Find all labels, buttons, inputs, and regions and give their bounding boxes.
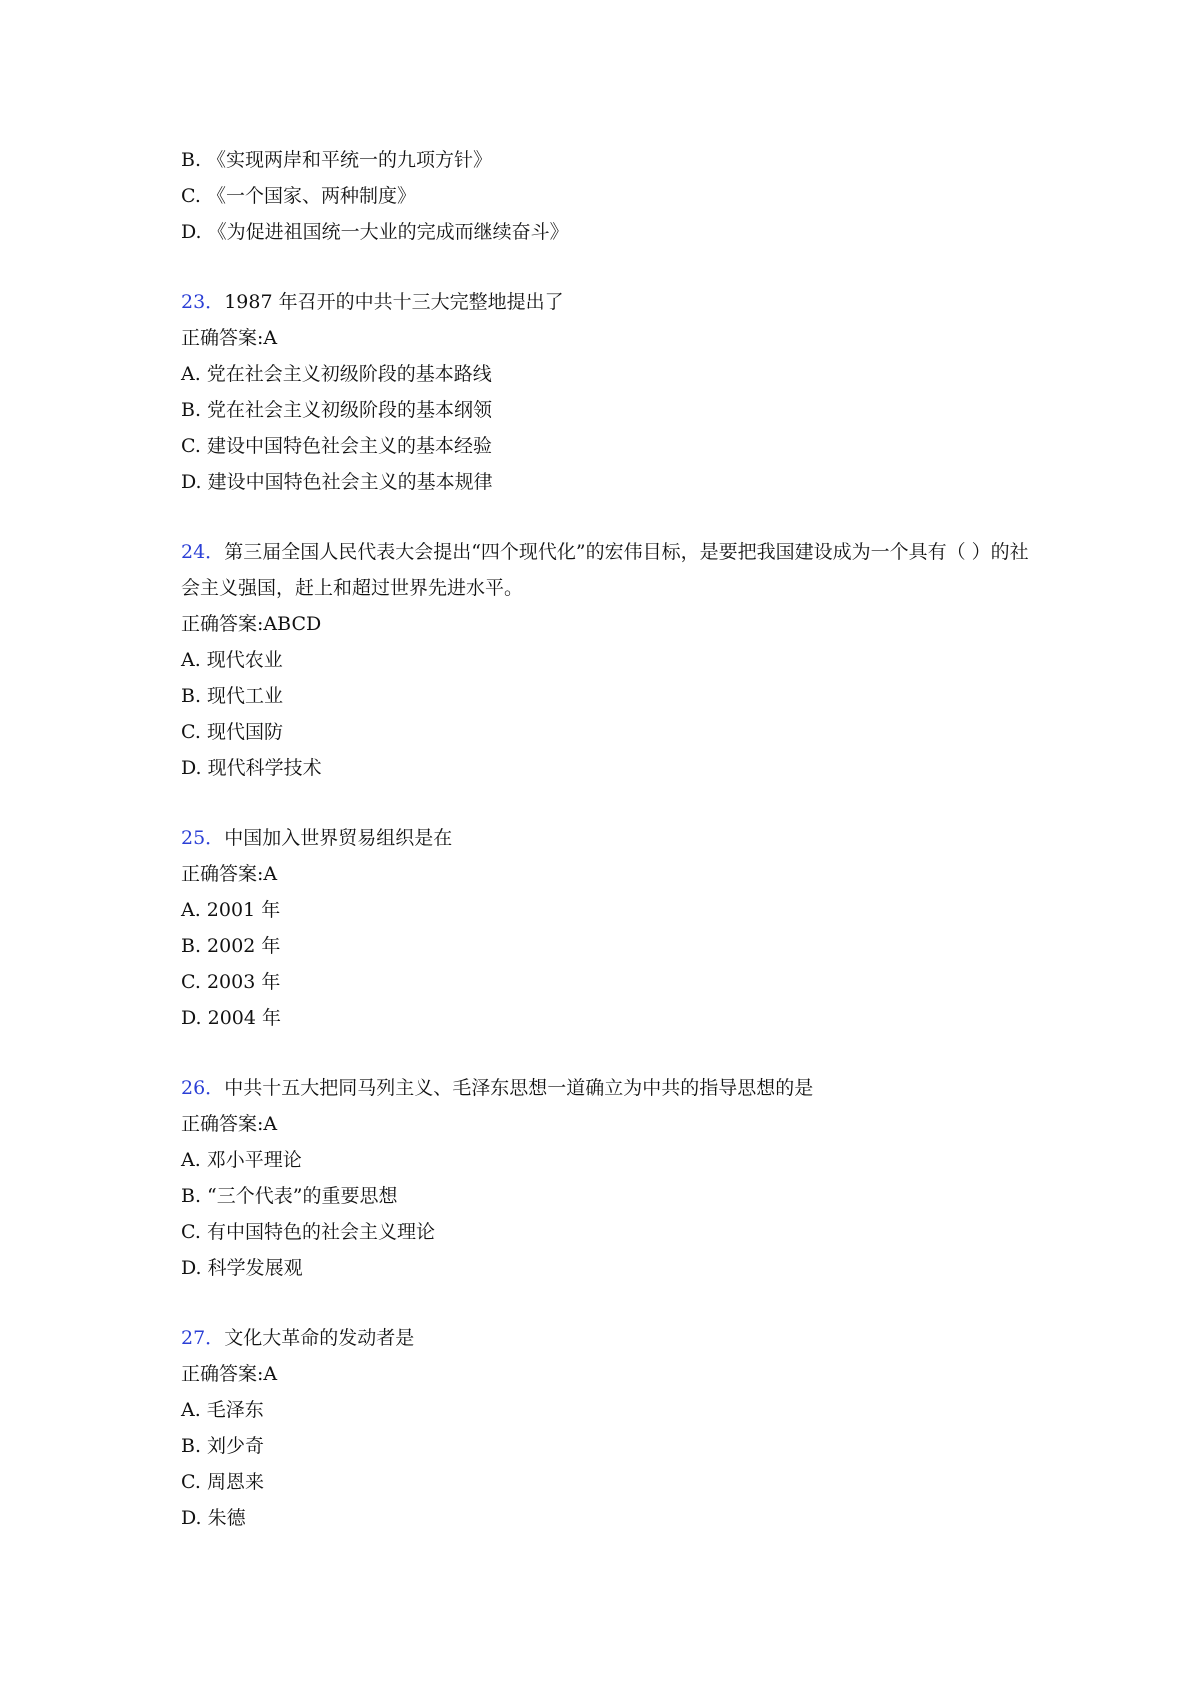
option-d: D. 科学发展观 xyxy=(181,1257,303,1279)
question-stem xyxy=(181,284,1041,320)
question-stem xyxy=(181,1070,1041,1106)
option-b: B. 《实现两岸和平统一的九项方针》 xyxy=(181,149,493,171)
option-c: C. 周恩来 xyxy=(181,1471,264,1493)
question-number: 25． xyxy=(181,827,225,849)
question-text: 第三届全国人民代表大会提出“四个现代化”的宏伟目标，是要把我国建设成为一个具有（ ）的社会主义强国，赶上和超过世界先进水平。 xyxy=(181,541,1029,599)
option-b: B. 党在社会主义初级阶段的基本纲领 xyxy=(181,399,493,421)
option-d: D. 朱德 xyxy=(181,1507,246,1529)
option-b: B. 2002 年 xyxy=(181,935,281,957)
option-a: A. 邓小平理论 xyxy=(181,1149,302,1171)
question-number: 27． xyxy=(181,1327,225,1349)
option-c: C. 《一个国家、两种制度》 xyxy=(181,185,416,207)
option-d: D. 现代科学技术 xyxy=(181,757,322,779)
option-a: A. 现代农业 xyxy=(181,649,283,671)
question-text: 中国加入世界贸易组织是在 xyxy=(224,827,453,849)
option-c: C. 2003 年 xyxy=(181,971,281,993)
question-text: 中共十五大把同马列主义、毛泽东思想一道确立为中共的指导思想的是 xyxy=(224,1077,814,1099)
correct-answer: 正确答案:ABCD xyxy=(181,613,322,635)
correct-answer: 正确答案:A xyxy=(181,1363,278,1385)
option-d: D. 《为促进祖国统一大业的完成而继续奋斗》 xyxy=(181,221,569,243)
option-d: D. 建设中国特色社会主义的基本规律 xyxy=(181,471,493,493)
question-number: 26． xyxy=(181,1077,225,1099)
previous-question-options xyxy=(181,142,1041,250)
correct-answer: 正确答案:A xyxy=(181,863,278,885)
option-c: C. 现代国防 xyxy=(181,721,283,743)
option-a: A. 2001 年 xyxy=(181,899,281,921)
spacer xyxy=(181,1286,1041,1320)
question-stem xyxy=(181,1320,1041,1356)
option-b: B. “三个代表”的重要思想 xyxy=(181,1185,398,1207)
correct-answer: 正确答案:A xyxy=(181,1113,278,1135)
option-b: B. 现代工业 xyxy=(181,685,284,707)
question-25 xyxy=(181,820,1041,1036)
option-a: A. 毛泽东 xyxy=(181,1399,264,1421)
correct-answer: 正确答案:A xyxy=(181,327,278,349)
document-page xyxy=(181,142,1041,1536)
option-c: C. 有中国特色的社会主义理论 xyxy=(181,1221,435,1243)
question-23 xyxy=(181,284,1041,500)
question-26 xyxy=(181,1070,1041,1286)
question-stem xyxy=(181,534,1041,606)
question-text: 1987 年召开的中共十三大完整地提出了 xyxy=(224,291,564,313)
question-stem xyxy=(181,820,1041,856)
option-b: B. 刘少奇 xyxy=(181,1435,265,1457)
question-text: 文化大革命的发动者是 xyxy=(224,1327,415,1349)
question-number: 24． xyxy=(181,541,225,563)
question-24 xyxy=(181,534,1041,786)
spacer xyxy=(181,250,1041,284)
question-number: 23． xyxy=(181,291,225,313)
spacer xyxy=(181,1036,1041,1070)
spacer xyxy=(181,500,1041,534)
option-c: C. 建设中国特色社会主义的基本经验 xyxy=(181,435,492,457)
question-27 xyxy=(181,1320,1041,1536)
spacer xyxy=(181,786,1041,820)
option-d: D. 2004 年 xyxy=(181,1007,282,1029)
option-a: A. 党在社会主义初级阶段的基本路线 xyxy=(181,363,492,385)
